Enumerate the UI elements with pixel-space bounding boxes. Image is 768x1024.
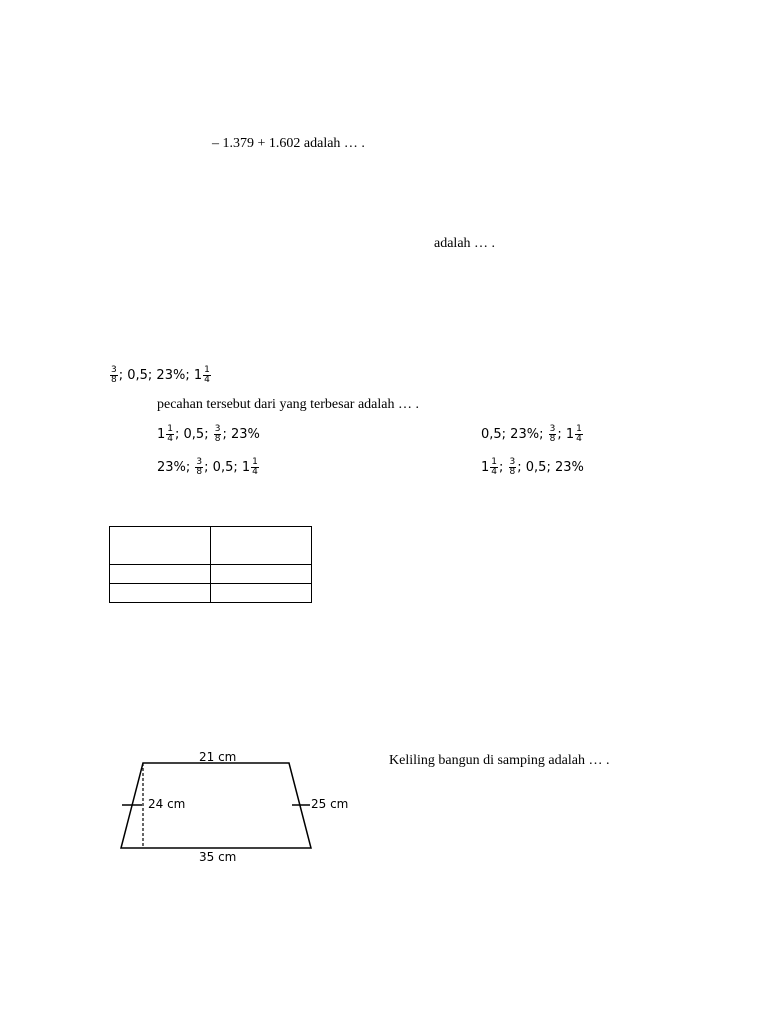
top-side-label: 21 cm: [199, 750, 237, 764]
table-cell: [211, 584, 312, 603]
table-cell: [211, 565, 312, 584]
table-cell: [110, 584, 211, 603]
table-cell: [110, 565, 211, 584]
fraction: $\frac{3}{8}$: [111, 365, 117, 385]
fraction: $\frac{3}{8}$: [549, 424, 556, 444]
option-a: 1 $\frac{1}{4}$ ; 0,5; $\frac{3}{8}$ ; 23%: [157, 424, 260, 444]
number-list: [109, 366, 212, 385]
right-side-label: 25 cm: [311, 797, 349, 811]
fraction: $\frac{1}{4}$: [167, 424, 174, 444]
fraction: $\frac{3}{8}$: [214, 424, 221, 444]
empty-table: [109, 526, 312, 603]
list-text: ; 0,5; 23%; 1: [118, 368, 203, 383]
question-2-text: adalah … .: [434, 236, 496, 251]
bottom-side-label: 35 cm: [199, 850, 237, 864]
table-cell: [110, 527, 211, 565]
table-row: [110, 584, 312, 603]
option-b: 0,5; 23%; $\frac{3}{8}$ ; 1 $\frac{1}{4}$: [481, 424, 582, 444]
option-c: 23%; $\frac{3}{8}$ ; 0,5; 1 $\frac{1}{4}$: [157, 457, 258, 477]
fraction: $\frac{1}{4}$: [576, 424, 582, 444]
table-row: [110, 565, 312, 584]
question-3-prompt: pecahan tersebut dari yang terbesar adalah … .: [157, 397, 419, 412]
option-d: 1 $\frac{1}{4}$ ; $\frac{3}{8}$ ; 0,5; 23%: [481, 457, 584, 477]
fraction: $\frac{1}{4}$: [204, 365, 210, 385]
fraction: $\frac{3}{8}$: [196, 457, 203, 477]
table-row: [110, 527, 312, 565]
fraction: $\frac{3}{8}$: [509, 457, 516, 477]
question-5-text: Keliling bangun di samping adalah … .: [389, 753, 610, 768]
question-1-text: – 1.379 + 1.602 adalah … .: [212, 136, 365, 151]
fraction: $\frac{1}{4}$: [491, 457, 498, 477]
table-cell: [211, 527, 312, 565]
fraction: $\frac{1}{4}$: [252, 457, 258, 477]
height-label: 24 cm: [148, 797, 186, 811]
